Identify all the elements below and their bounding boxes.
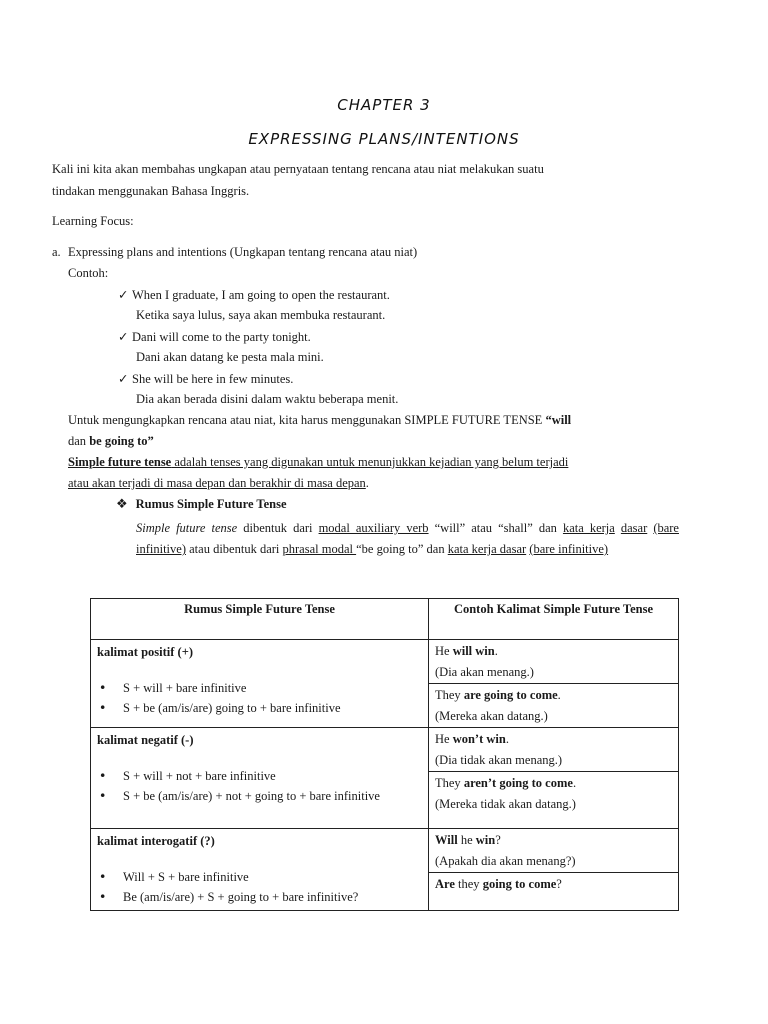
- list-item: • Be (am/is/are) + S + going to + bare infinitive?: [97, 887, 428, 907]
- intro-line-2: tindakan menggunakan Bahasa Inggris.: [52, 184, 250, 198]
- list-item: • S + will + bare infinitive: [97, 678, 428, 698]
- rumus-table: [90, 598, 679, 911]
- list-item: • S + be (am/is/are) going to + bare infinitive: [97, 698, 428, 718]
- example-item: ✓ Dani will come to the party tonight.: [118, 329, 311, 344]
- rumus-paragraph: Simple future tense dibentuk dari modal auxiliary verb “will” atau “shall” dan kata kerja dasar (bare infinitive) atau dibentuk dari phrasal modal “be going to” dan kata kerja dasar (bare infinitive): [136, 521, 679, 556]
- example-translation: Dani akan datang ke pesta mala mini.: [136, 350, 324, 364]
- example-cell: He will win. (Dia akan menang.): [429, 640, 679, 684]
- table-header-rumus: Rumus Simple Future Tense: [91, 599, 429, 640]
- list-item: • S + will + not + bare infinitive: [97, 766, 428, 786]
- formula-cell-positive: kalimat positif (+) • S + will + bare infinitive • S + be (am/is/are) going to + bare infinitive: [91, 640, 429, 728]
- table-header-row: [91, 599, 679, 640]
- sft-definition-line-1: Simple future tense adalah tenses yang digunakan untuk menunjukkan kejadian yang belum terjadi: [68, 455, 569, 469]
- section-a-title: Expressing plans and intentions (Ungkapan tentang rencana atau niat): [68, 245, 418, 259]
- list-item: • S + be (am/is/are) + not + going to + bare infinitive: [97, 786, 428, 806]
- example-translation: Ketika saya lulus, saya akan membuka restaurant.: [136, 308, 386, 322]
- example-item: ✓ She will be here in few minutes.: [118, 371, 294, 386]
- rumus-heading: ❖ Rumus Simple Future Tense: [116, 497, 287, 512]
- example-cell: He won’t win. (Dia tidak akan menang.): [429, 728, 679, 772]
- example-item: ✓ When I graduate, I am going to open the restaurant.: [118, 287, 390, 302]
- sft-term: Simple future tense: [68, 455, 172, 469]
- contoh-label: Contoh:: [68, 266, 109, 280]
- example-cell: Will he win? (Apakah dia akan menang?): [429, 829, 679, 873]
- four-diamond-bullet-icon: ❖: [116, 497, 128, 512]
- intro-line-1: Kali ini kita akan membahas ungkapan atau pernyataan tentang rencana atau niat melakukan suatu: [52, 162, 544, 176]
- table-row: [91, 829, 679, 873]
- untuk-line-2: dan be going to”: [68, 434, 154, 448]
- table-header-contoh: Contoh Kalimat Simple Future Tense: [429, 599, 679, 640]
- chapter-title: EXPRESSING PLANS/INTENTIONS: [248, 130, 520, 148]
- check-mark-icon: ✓: [118, 329, 129, 344]
- list-item: • Will + S + bare infinitive: [97, 867, 428, 887]
- section-a-marker: a.: [52, 245, 61, 259]
- example-cell: Are they going to come?: [429, 873, 679, 911]
- untuk-line-1: Untuk mengungkapkan rencana atau niat, kita harus menggunakan SIMPLE FUTURE TENSE “will: [68, 413, 572, 427]
- check-mark-icon: ✓: [118, 371, 129, 386]
- check-mark-icon: ✓: [118, 287, 129, 302]
- example-translation: Dia akan berada disini dalam waktu beberapa menit.: [136, 392, 399, 406]
- table-row: [91, 728, 679, 772]
- example-cell: They aren’t going to come. (Mereka tidak akan datang.): [429, 772, 679, 829]
- formula-cell-interrogative: kalimat interogatif (?) • Will + S + bare infinitive • Be (am/is/are) + S + going to + bare infinitive?: [91, 829, 429, 911]
- learning-focus-label: Learning Focus:: [52, 214, 134, 228]
- formula-cell-negative: kalimat negatif (-) • S + will + not + bare infinitive • S + be (am/is/are) + not + going to + bare infinitive: [91, 728, 429, 829]
- sft-definition-line-2: atau akan terjadi di masa depan dan berakhir di masa depan.: [68, 476, 369, 490]
- chapter-number: CHAPTER 3: [337, 96, 431, 114]
- table-row: [91, 640, 679, 684]
- example-cell: They are going to come. (Mereka akan datang.): [429, 684, 679, 728]
